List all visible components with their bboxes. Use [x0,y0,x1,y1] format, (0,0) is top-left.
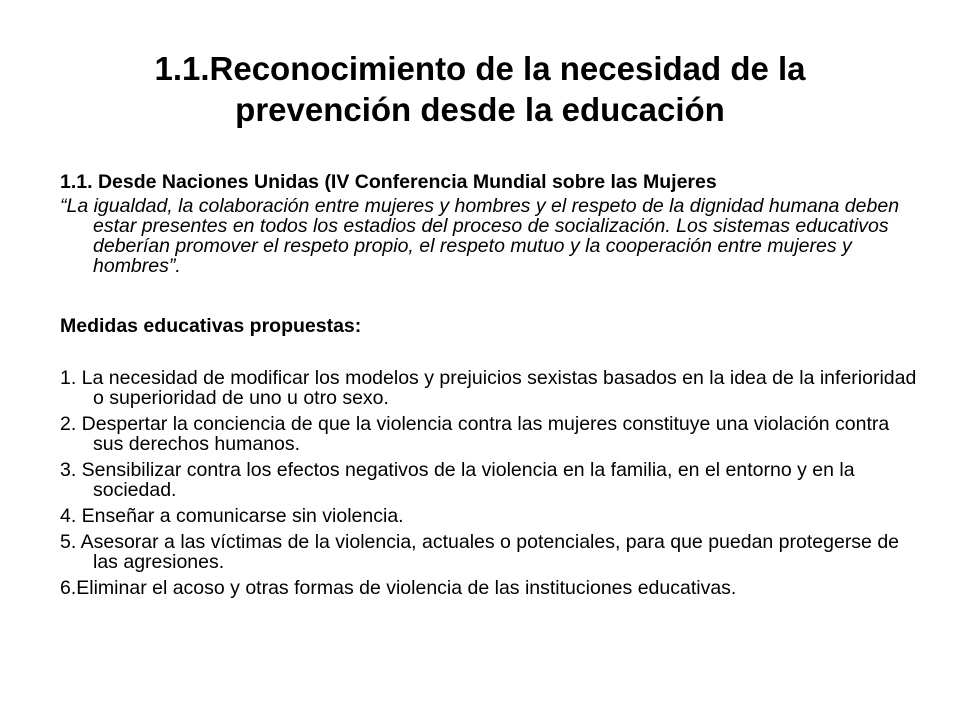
measure-item-3: 3. Sensibilizar contra los efectos negativos de la violencia en la familia, en el entorno y en la sociedad. [60,459,855,501]
measure-item-5: 5. Asesorar a las víctimas de la violencia, actuales o potenciales, para que puedan protegerse de las agresiones. [60,531,900,573]
measures-heading: Medidas educativas propuestas: [60,315,362,337]
slide-title-line-1: 1.1.Reconocimiento de la necesidad de la [154,50,806,87]
measure-item-2: 2. Despertar la conciencia de que la violencia contra las mujeres constituye una violación contra sus derechos humanos. [60,413,890,455]
slide-body [60,172,920,604]
section-subheading: 1.1. Desde Naciones Unidas (IV Conferencia Mundial sobre las Mujeres [60,171,717,193]
measure-item-1: 1. La necesidad de modificar los modelos y prejuicios sexistas basados en la idea de la inferioridad o superioridad de uno u otro sexo. [60,367,917,409]
slide-title [60,48,900,130]
quote-paragraph: “La igualdad, la colaboración entre mujeres y hombres y el respeto de la dignidad humana deben estar presentes en todos los estadios del proceso de socialización. Los sistemas educativos deberían promover el respeto propio, el respeto mutuo y la cooperación entre mujeres y hombres”. [60,195,900,277]
measure-item-6: 6.Eliminar el acoso y otras formas de violencia de las instituciones educativas. [60,577,737,599]
slide-title-line-2: prevención desde la educación [235,91,725,128]
measures-list [60,368,920,598]
measure-item-4: 4. Enseñar a comunicarse sin violencia. [60,505,404,527]
